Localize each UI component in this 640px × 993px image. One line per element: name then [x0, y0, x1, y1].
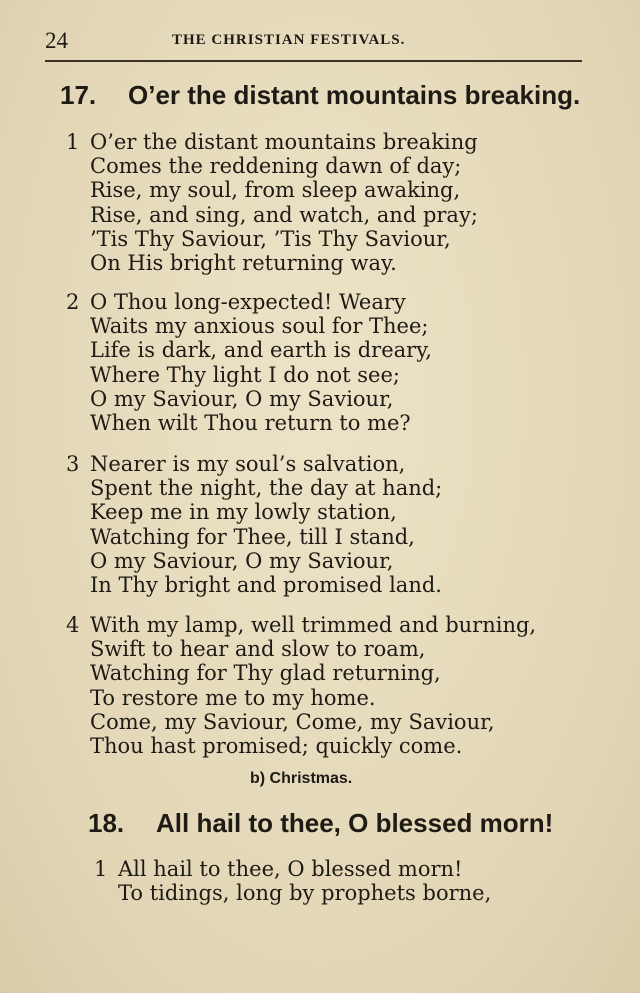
hymn-number: 18. — [88, 808, 125, 838]
hymn-17-stanza-4 — [66, 613, 536, 758]
verse-line: To tidings, long by prophets borne, — [118, 881, 492, 906]
header-rule — [45, 60, 582, 62]
stanza-number: 1 — [94, 857, 108, 881]
verse-line: O my Saviour, O my Saviour, — [90, 548, 394, 573]
verse-line: Comes the reddening dawn of day; — [90, 154, 462, 179]
verse-line: Rise, my soul, from sleep awaking, — [90, 178, 461, 203]
verse-line: O my Saviour, O my Saviour, — [90, 386, 394, 411]
verse-line: Keep me in my lowly station, — [90, 500, 397, 525]
verse-line: When wilt Thou return to me? — [90, 411, 411, 436]
verse-line: O’er the distant mountains breaking — [90, 130, 478, 154]
page-number: 24 — [45, 28, 68, 53]
hymn-17-heading — [60, 80, 580, 111]
running-head — [0, 28, 640, 58]
verse-line: O Thou long-expected! Weary — [90, 290, 406, 314]
verse-line: Thou hast promised; quickly come. — [90, 734, 463, 759]
verse-line: Watching for Thy glad returning, — [90, 661, 441, 686]
verse-line: Life is dark, and earth is dreary, — [90, 338, 432, 363]
verse-line: ’Tis Thy Saviour, ’Tis Thy Saviour, — [90, 226, 451, 251]
verse-line: To restore me to my home. — [90, 685, 376, 710]
hymn-17-stanza-2 — [66, 290, 432, 435]
verse-line: Where Thy light I do not see; — [90, 362, 400, 387]
hymn-number: 17. — [60, 80, 97, 110]
hymn-title: All hail to thee, O blessed morn! — [156, 808, 554, 838]
verse-line: Watching for Thee, till I stand, — [90, 524, 415, 549]
hymn-title: O’er the distant mountains breaking. — [128, 80, 581, 110]
stanza-number: 3 — [66, 452, 80, 476]
verse-line: With my lamp, well trimmed and burning, — [90, 613, 537, 637]
verse-line: Spent the night, the day at hand; — [90, 476, 443, 501]
verse-line: Swift to hear and slow to roam, — [90, 637, 426, 662]
stanza-number: 2 — [66, 290, 80, 314]
verse-line: Nearer is my soul’s salvation, — [90, 452, 406, 476]
verse-line: Rise, and sing, and watch, and pray; — [90, 202, 478, 227]
verse-line: Waits my anxious soul for Thee; — [90, 314, 429, 339]
verse-line: All hail to thee, O blessed morn! — [118, 857, 463, 881]
section-label: b) Christmas. — [250, 770, 353, 787]
verse-line: On His bright returning way. — [90, 251, 397, 276]
hymn-17-stanza-1 — [66, 130, 478, 275]
running-title: THE CHRISTIAN FESTIVALS. — [172, 32, 406, 48]
stanza-number: 4 — [66, 613, 80, 637]
hymn-18-heading — [88, 808, 553, 839]
verse-line: In Thy bright and promised land. — [90, 573, 442, 598]
stanza-number: 1 — [66, 130, 80, 154]
hymn-17-stanza-3 — [66, 452, 442, 597]
verse-line: Come, my Saviour, Come, my Saviour, — [90, 709, 495, 734]
hymn-18-stanza-1 — [94, 857, 491, 905]
